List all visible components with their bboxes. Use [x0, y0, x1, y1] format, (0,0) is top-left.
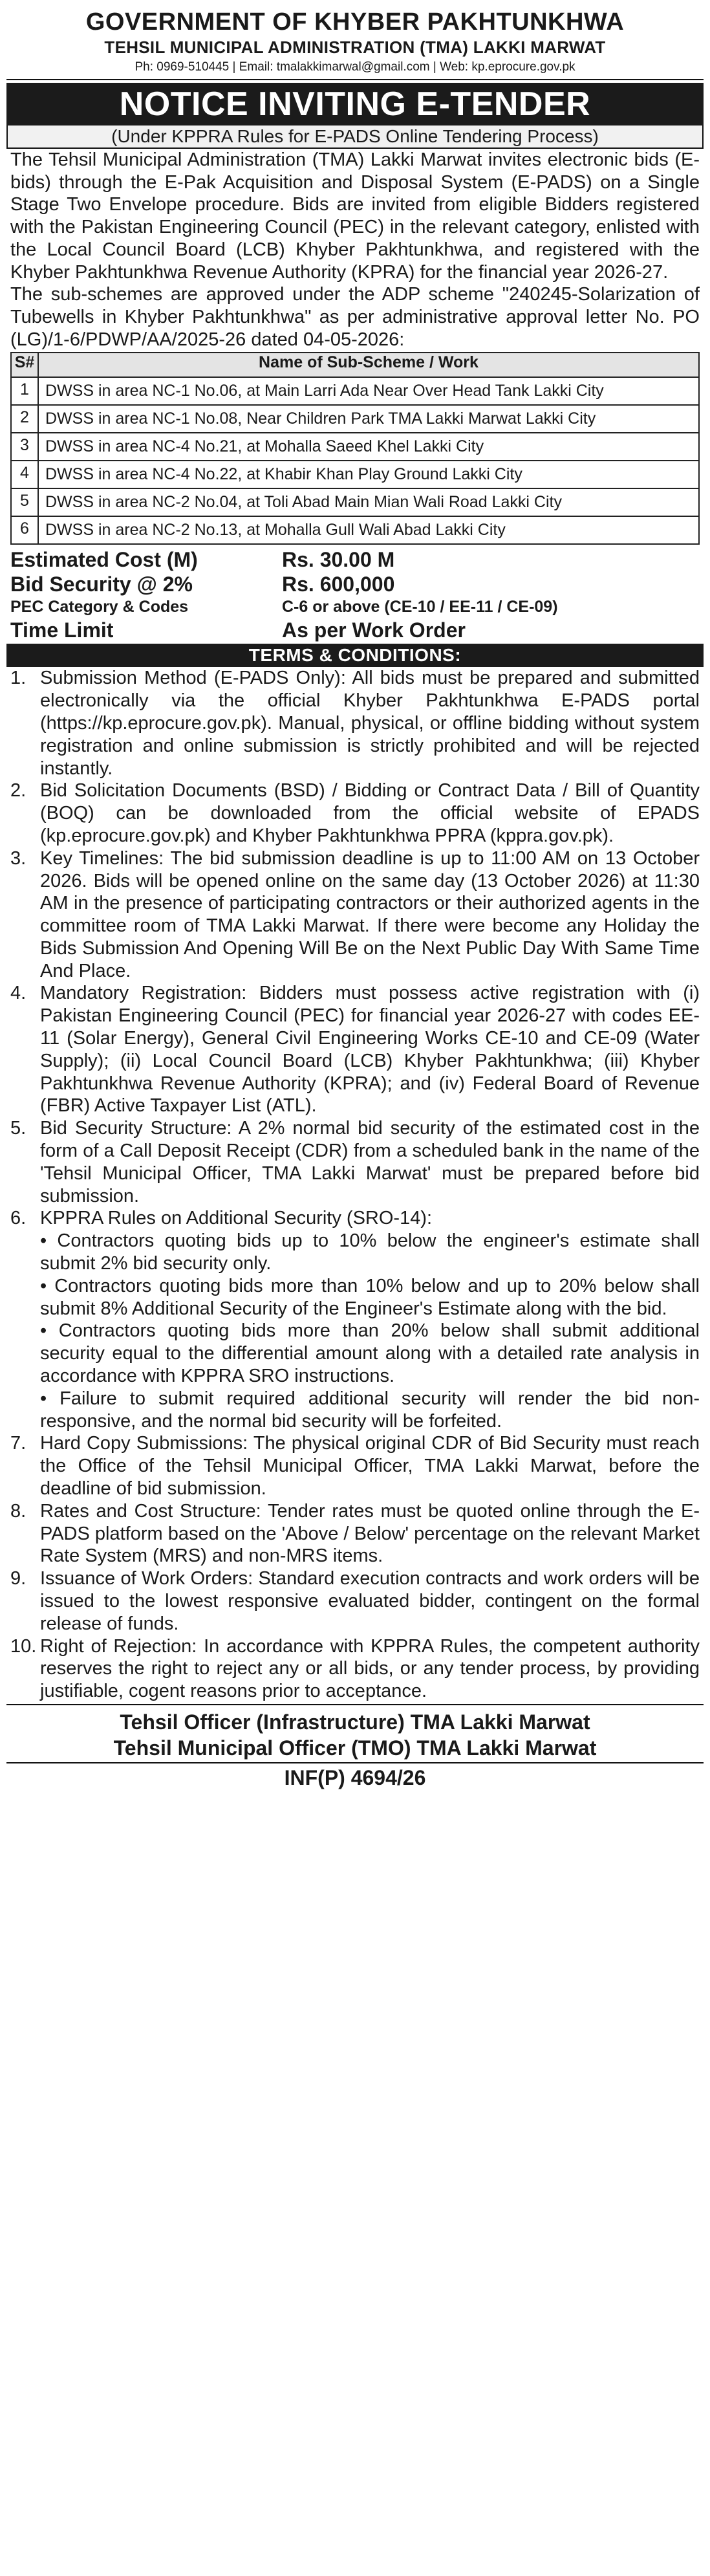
term-text: Key Timelines: The bid submission deadline is up to 11:00 AM on 13 October 2026. Bids will be opened online on the same day (13 October 2026) at 11:30 AM in the presence of participating contractors or their authorized agents in the committee room of TMA Lakki Marwat. If there were become any Holiday the Bids Submission And Opening Will Be on the Next Public Day With Same Time And Place. — [40, 847, 700, 981]
list-item — [10, 982, 700, 1117]
term-text: Right of Rejection: In accordance with KPPRA Rules, the competent authority reserves the right to reject any or all bids, or any tender process, by providing justifiable, cogent reasons prior to acceptance. — [40, 1635, 700, 1702]
term-number: 5. — [10, 1118, 27, 1139]
header-name: Name of Sub-Scheme / Work — [38, 353, 699, 377]
terms-heading: TERMS & CONDITIONS: — [6, 644, 704, 667]
term-number: 7. — [10, 1433, 27, 1454]
list-item — [10, 1567, 700, 1635]
table-row — [11, 461, 699, 488]
sro-bullet: • Contractors quoting bids more than 20% below shall submit additional security equal to the differential amount along with a detailed rate analysis in accordance with KPPRA SRO instructions. — [40, 1320, 700, 1387]
list-item — [10, 1207, 700, 1432]
cost-details — [10, 547, 700, 642]
signatories — [6, 1704, 704, 1761]
term-number: 2. — [10, 780, 27, 802]
row-number: 1 — [11, 377, 38, 405]
term-text: Mandatory Registration: Bidders must possess active registration with (i) Pakistan Engineering Council (PEC) for financial year 2026-27 with codes EE-11 (Solar Energy), General Civil Engineering Works CE-10 and CE-09 (Water Supply); (ii) Local Council Board (LCB) Khyber Pakhtunkhwa; (iii) Khyber Pakhtunkhwa Revenue Authority (KPRA); and (iv) Federal Board of Revenue (FBR) Active Taxpayer List (ATL). — [40, 983, 700, 1117]
term-text: Issuance of Work Orders: Standard execution contracts and work orders will be issued to the lowest responsive evaluated bidder, contingent on the formal release of funds. — [40, 1568, 700, 1634]
bid-security-value: Rs. 600,000 — [282, 573, 395, 596]
term-text: Bid Security Structure: A 2% normal bid security of the estimated cost in the form of a Call Deposit Receipt (CDR) from a scheduled bank in the name of the 'Tehsil Municipal Officer, TMA Lakki Marwat' must be prepared before bid submission. — [40, 1118, 700, 1206]
list-item — [10, 1117, 700, 1207]
government-heading: GOVERNMENT OF KHYBER PAKHTUNKHWA — [85, 8, 625, 36]
table-row — [11, 377, 699, 405]
term-text: Hard Copy Submissions: The physical original CDR of Bid Security must reach the Office of the Tehsil Municipal Officer, TMA Lakki Marwat, before the deadline of bid submission. — [40, 1433, 700, 1500]
term-number: 10. — [10, 1635, 37, 1657]
row-number: 6 — [11, 516, 38, 544]
estimated-cost-label: Estimated Cost (M) — [10, 548, 198, 572]
term-text: Bid Solicitation Documents (BSD) / Bidding or Contract Data / Bill of Quantity (BOQ) can be downloaded from the official website of EPADS (kp.eprocure.gov.pk) and Khyber Pakhtunkhwa PPRA (kppra.gov.pk). — [40, 780, 700, 846]
list-item — [10, 667, 700, 780]
header-sn: S# — [11, 353, 38, 377]
row-number: 2 — [11, 405, 38, 433]
list-item — [10, 780, 700, 847]
term-text: Rates and Cost Structure: Tender rates must be quoted online through the E-PADS platform based on the 'Above / Below' percentage on the relevant Market Rate System (MRS) and non-MRS items. — [40, 1500, 700, 1567]
row-name: DWSS in area NC-1 No.08, Near Children Park TMA Lakki Marwat Lakki City — [38, 405, 699, 433]
term-text: Submission Method (E-PADS Only): All bids must be prepared and submitted electronically via the official Khyber Pakhtunkhwa E-PADS portal (https://kp.eprocure.gov.pk). Manual, physical, or offline bidding without system registration and online submission is strictly prohibited and will be rejected instantly. — [40, 668, 700, 779]
estimated-cost-value: Rs. 30.00 M — [282, 548, 395, 572]
table-row — [11, 516, 699, 544]
term-number: 8. — [10, 1500, 27, 1522]
time-limit-value: As per Work Order — [282, 618, 466, 642]
table-row — [11, 488, 699, 516]
officer-tmo: Tehsil Municipal Officer (TMO) TMA Lakki Marwat — [113, 1736, 597, 1760]
sro-bullet: • Failure to submit required additional security will render the bid non-responsive, and the normal bid security will be forfeited. — [40, 1388, 700, 1432]
row-name: DWSS in area NC-1 No.06, at Main Larri Ada Near Over Head Tank Lakki City — [38, 377, 699, 405]
bid-security-label: Bid Security @ 2% — [10, 573, 193, 596]
row-name: DWSS in area NC-4 No.22, at Khabir Khan Play Ground Lakki City — [38, 461, 699, 488]
list-item — [10, 1500, 700, 1567]
time-limit-label: Time Limit — [10, 618, 114, 642]
inf-number: INF(P) 4694/26 — [6, 1762, 704, 1792]
row-name: DWSS in area NC-2 No.04, at Toli Abad Main Mian Wali Road Lakki City — [38, 488, 699, 516]
term-text-sro — [40, 1207, 700, 1432]
sro-bullet: • Contractors quoting bids up to 10% below the engineer's estimate shall submit 2% bid security only. — [40, 1230, 700, 1274]
contact-line: Ph: 0969-510445 | Email: tmalakkimarwal@gmail.com | Web: kp.eprocure.gov.pk — [6, 58, 704, 80]
row-number: 4 — [11, 461, 38, 488]
pec-label: PEC Category & Codes — [10, 598, 189, 617]
row-name: DWSS in area NC-4 No.21, at Mohalla Saeed Khel Lakki City — [38, 433, 699, 461]
list-item — [10, 847, 700, 983]
intro-paragraph: The Tehsil Municipal Administration (TMA) Lakki Marwat invites electronic bids (E-bids) through the E-Pak Acquisition and Disposal System (E-PADS) on a Single Stage Two Envelope procedure. Bids are invited from eligible Bidders registered with the Pakistan Engineering Council (PEC) in the relevant category, enlisted with the Local Council Board (LCB) Khyber Pakhtunkhwa, and registered with the Khyber Pakhtunkhwa Revenue Authority (KPRA) for the financial year 2026-27. — [10, 149, 700, 283]
term-number: 3. — [10, 847, 27, 869]
notice-title: NOTICE INVITING E-TENDER — [6, 83, 704, 126]
term-number: 6. — [10, 1208, 27, 1229]
term-number: 9. — [10, 1568, 27, 1589]
list-item — [10, 1432, 700, 1500]
pec-value: C-6 or above (CE-10 / EE-11 / CE-09) — [282, 598, 558, 617]
row-number: 5 — [11, 488, 38, 516]
table-row — [11, 405, 699, 433]
row-number: 3 — [11, 433, 38, 461]
officer-infrastructure: Tehsil Officer (Infrastructure) TMA Lakki Marwat — [120, 1710, 590, 1734]
table-row — [11, 433, 699, 461]
term-number: 4. — [10, 983, 27, 1004]
works-table — [10, 352, 700, 545]
term-text: KPPRA Rules on Additional Security (SRO-14): — [40, 1208, 433, 1229]
term-number: 1. — [10, 668, 27, 689]
terms-list — [10, 667, 700, 1703]
list-item — [10, 1635, 700, 1703]
office-heading: TEHSIL MUNICIPAL ADMINISTRATION (TMA) LAKKI MARWAT — [104, 38, 606, 57]
sro-bullet: • Contractors quoting bids more than 10% below and up to 20% below shall submit 8% Additional Security of the Engineer's Estimate along with the bid. — [40, 1275, 700, 1319]
approval-paragraph: The sub-schemes are approved under the ADP scheme "240245-Solarization of Tubewells in Khyber Pakhtunkhwa" as per administrative approval letter No. PO (LG)/1-6/PDWP/AA/2025-26 dated 04-05-2026: — [10, 284, 700, 350]
notice-subtitle: (Under KPPRA Rules for E-PADS Online Tendering Process) — [6, 126, 704, 149]
row-name: DWSS in area NC-2 No.13, at Mohalla Gull Wali Abad Lakki City — [38, 516, 699, 544]
